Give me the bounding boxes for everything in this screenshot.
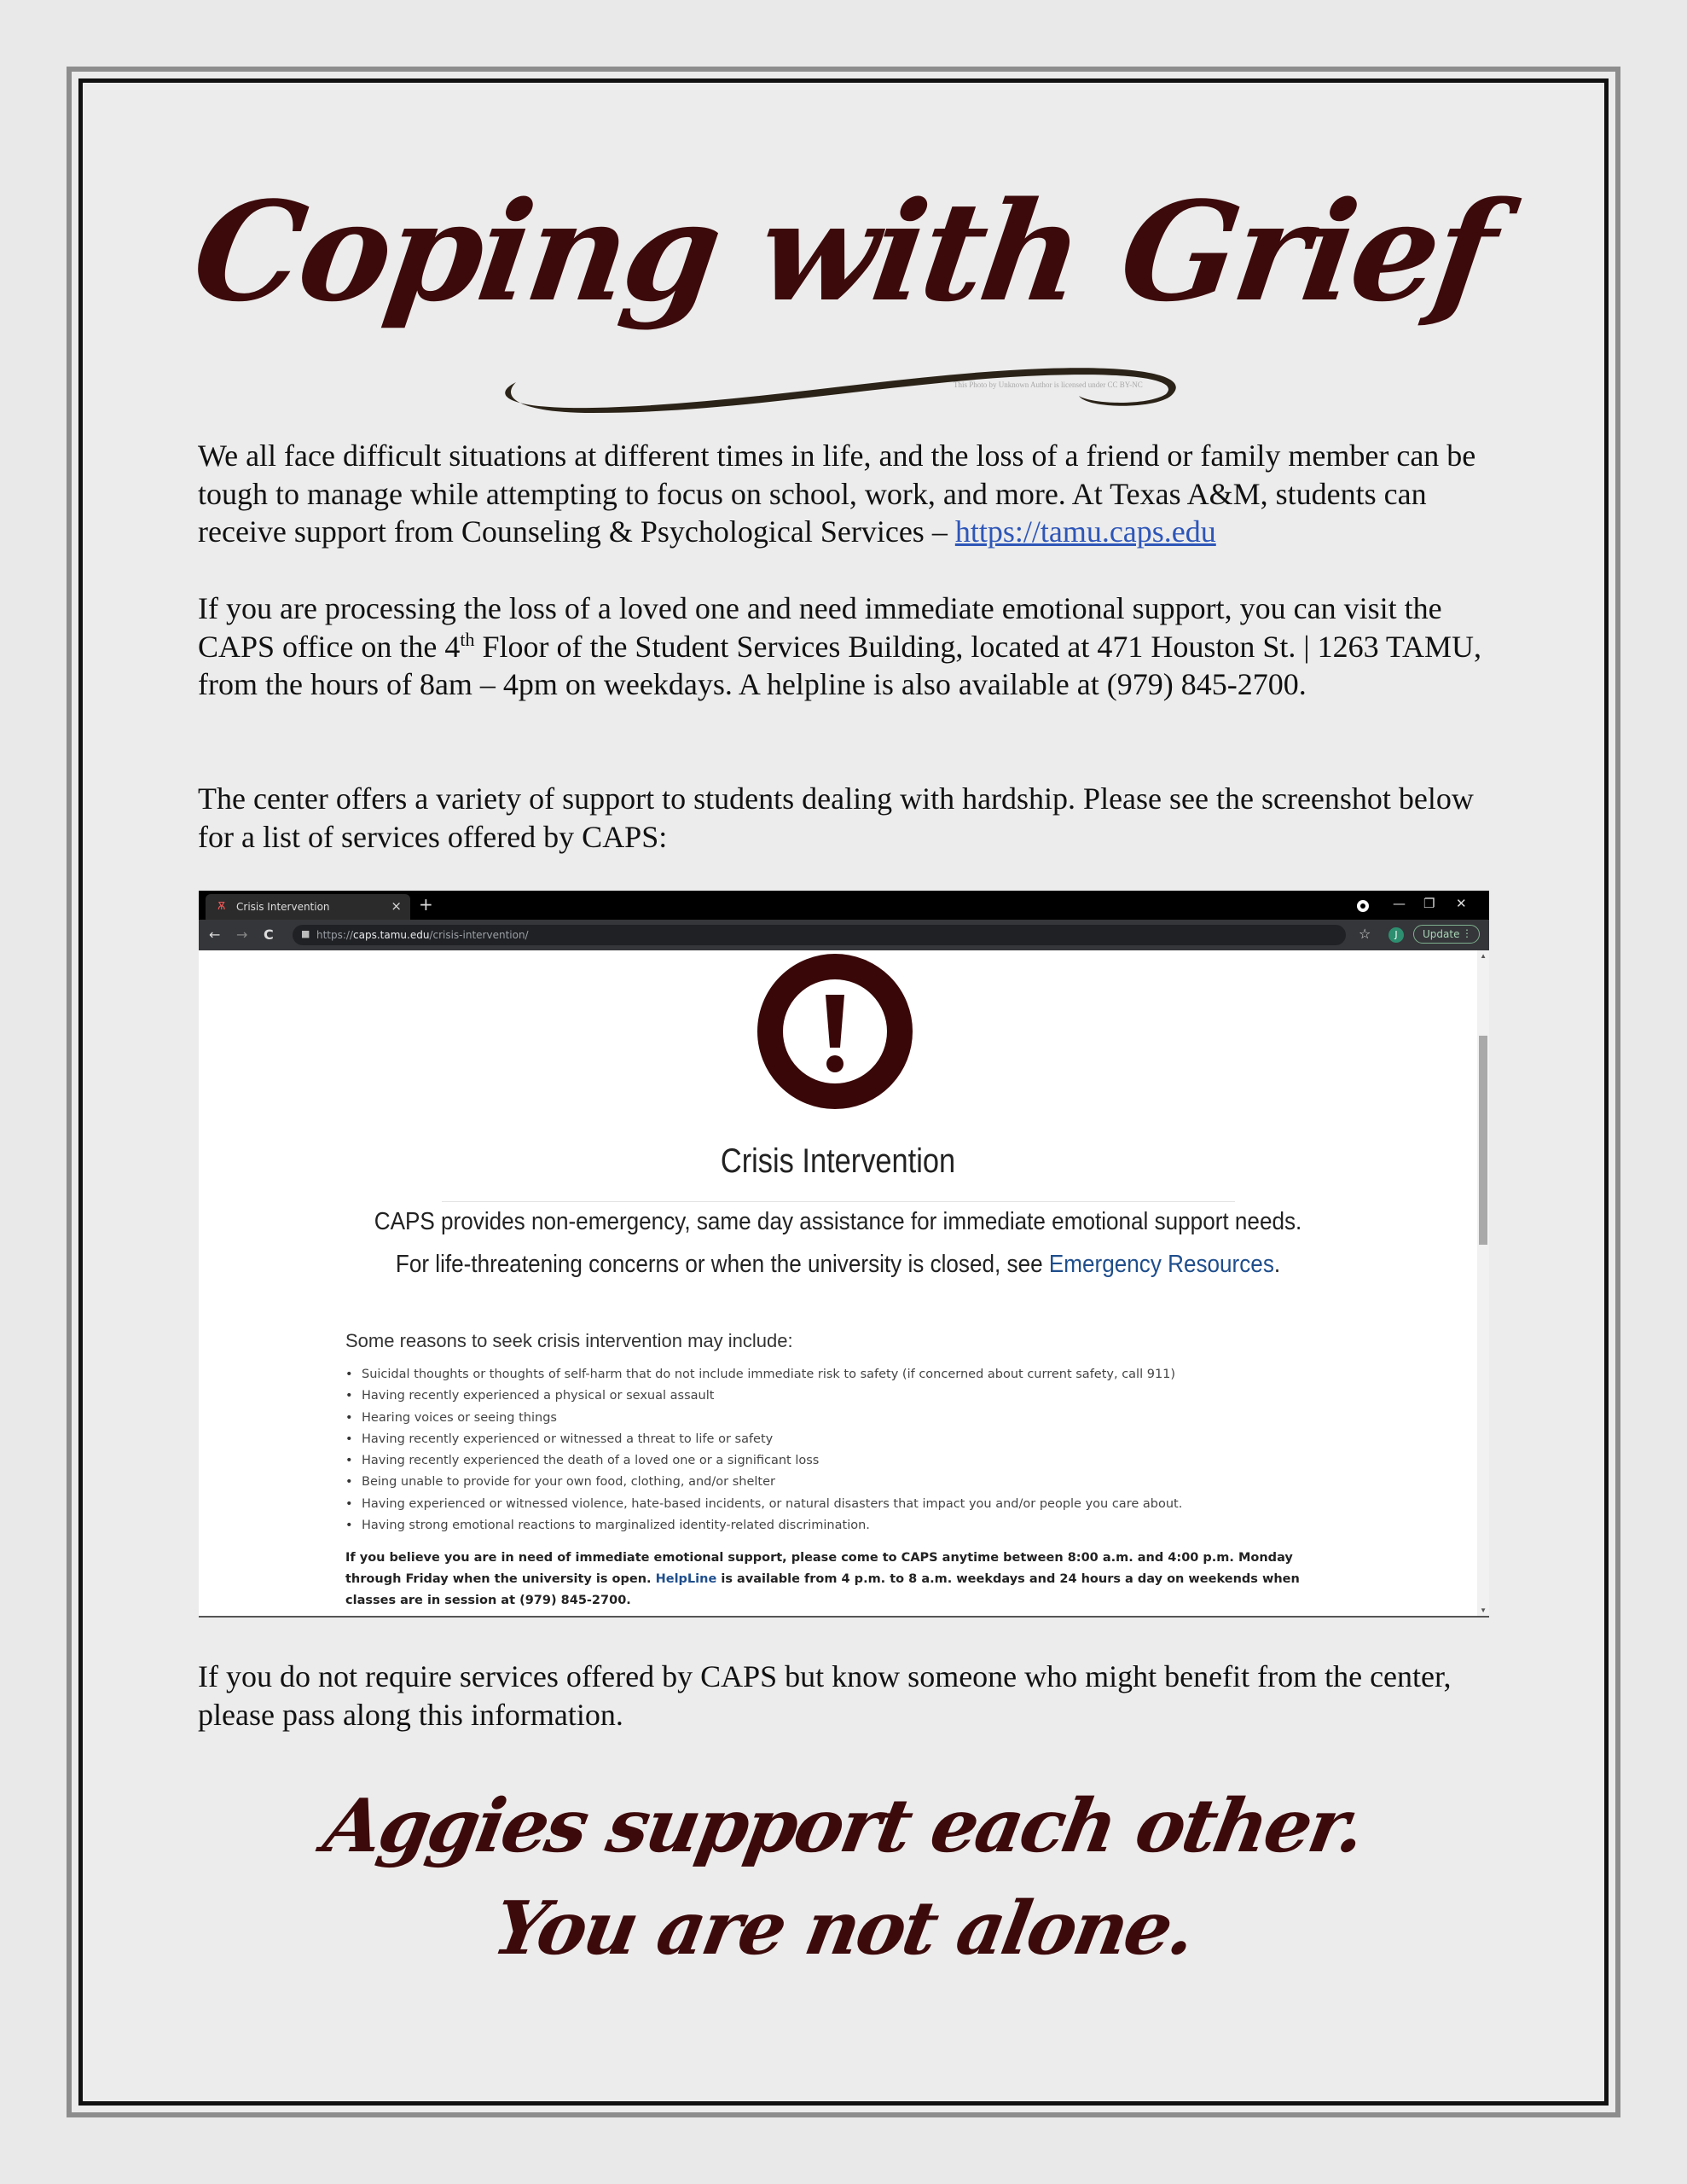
intro-paragraph [198,437,1494,551]
non-emergency-line: CAPS provides non-emergency, same day assistance for immediate emotional support needs. [374,1208,1302,1235]
update-label: Update [1423,928,1460,940]
intro-text: We all face difficult situations at different times in life, and the loss of a friend or family member can be tough to manage while attempting to focus on school, work, and more. At Texas A&M, students can receive support from Counseling & Psychological Services – [198,439,1476,549]
scroll-down-arrow-icon[interactable]: ▼ [1480,1606,1487,1614]
reasons-list [345,1364,1182,1536]
pass-along-paragraph: If you do not require services offered by CAPS but know someone who might benefit from the center, please pass along this information. [198,1659,1452,1732]
profile-avatar[interactable]: J [1388,927,1404,943]
visit-text-b: Floor of the Student Services Building, located at 471 Houston St. | 1263 TAMU, from the hours of 8am – 4pm on weekdays. A helpline is also available at (979) 845-2700. [198,629,1482,701]
caps-webpage-screenshot [199,891,1489,1618]
list-item: • Having experienced or witnessed violence, hate-based incidents, or natural disasters that impact you and/or people you care about. [345,1494,1182,1515]
list-item: • Having recently experienced a physical or sexual assault [345,1385,1182,1407]
url-input[interactable] [293,925,1346,945]
reasons-heading: Some reasons to seek crisis intervention may include: [345,1330,793,1351]
reload-icon[interactable]: C [264,926,274,943]
caps-link[interactable]: https://tamu.caps.edu [954,514,1216,549]
bookmark-star-icon[interactable]: ☆ [1359,926,1371,942]
browser-tab[interactable] [206,894,410,920]
close-window-icon[interactable]: ✕ [1456,896,1467,911]
support-notice: If you believe you are in need of immediate emotional support, please come to CAPS anytime between 8:00 a.m. and 4:00 p.m. Monday through Friday when the university is open. HelpLine is available from 4 p.m. to 8 a.m. weekdays and 24 hours a day on weekends when classes are in session at (979) 845-2700. [345,1551,1300,1607]
tab-close-icon[interactable]: × [391,898,402,914]
tab-title: Crisis Intervention [236,901,330,913]
exclamation-alert-icon [757,954,913,1109]
visit-paragraph [198,590,1494,704]
list-item: • Suicidal thoughts or thoughts of self-harm that do not include immediate risk to safety (if concerned about current safety, call 911) [345,1364,1182,1385]
scroll-up-arrow-icon[interactable]: ▲ [1480,952,1487,960]
visit-text-a: If you are processing the loss of a loved one and need immediate emotional support, you can visit the CAPS office on the 4 [198,591,1442,664]
emergency-resources-line: For life-threatening concerns or when the university is closed, see Emergency Resources. [395,1251,1281,1278]
scrollbar-thumb[interactable] [1479,1036,1487,1245]
update-button[interactable] [1413,925,1480,944]
services-paragraph: The center offers a variety of support to students dealing with hardship. Please see the screenshot below for a list of services offered by CAPS: [198,781,1474,854]
document-title: Coping with Grief [184,171,1503,332]
heading-divider [442,1201,1235,1202]
new-tab-icon[interactable]: + [419,894,433,915]
list-item: • Having recently experienced the death of a loved one or a significant loss [345,1450,1182,1472]
crisis-intervention-heading: Crisis Intervention [720,1142,956,1180]
list-item: • Having recently experienced or witnessed a threat to life or safety [345,1429,1182,1450]
browser-tab-bar [199,891,1489,920]
kebab-menu-icon[interactable]: ⋮ [1462,927,1472,939]
back-arrow-icon[interactable]: ← [209,926,221,943]
closing-line-2: You are not alone. [487,1885,1200,1972]
ordinal-suffix: th [460,628,475,650]
browser-address-bar [199,920,1489,950]
extension-icon[interactable] [1356,899,1370,913]
helpline-link[interactable]: HelpLine [655,1572,717,1586]
list-item: • Having strong emotional reactions to marginalized identity-related discrimination. [345,1515,1182,1536]
maximize-icon[interactable]: ❐ [1423,896,1435,911]
tamu-favicon-icon: Ѫ [217,900,226,912]
lock-icon: ■ [301,928,310,939]
list-item: • Being unable to provide for your own food, clothing, and/or shelter [345,1472,1182,1493]
url-text: https://caps.tamu.edu/crisis-intervention/ [316,929,529,941]
photo-credit: This Photo by Unknown Author is licensed under CC BY-NC [954,380,1143,389]
closing-line-1: Aggies support each other. [317,1783,1370,1869]
emergency-resources-link[interactable]: Emergency Resources [1048,1251,1274,1278]
minimize-icon[interactable]: — [1393,896,1406,911]
list-item: • Hearing voices or seeing things [345,1408,1182,1429]
forward-arrow-icon[interactable]: → [236,926,248,943]
